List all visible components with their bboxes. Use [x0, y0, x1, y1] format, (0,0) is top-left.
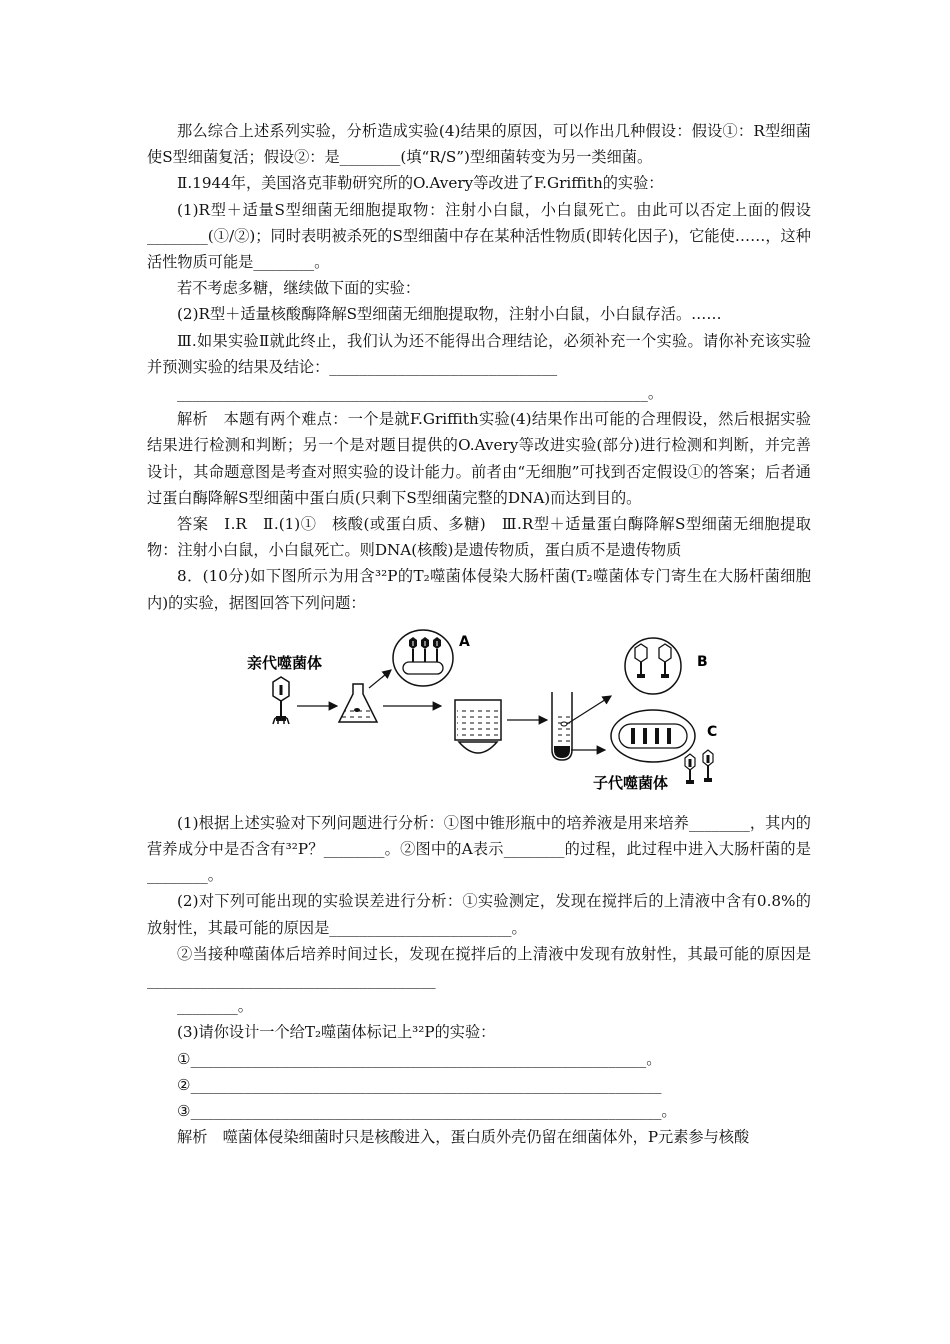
- arrow-to-a: [369, 670, 391, 688]
- beaker-icon: [455, 700, 501, 753]
- paragraph-question-8-3: (3)请你设计一个给T₂噬菌体标记上³²P的实验：: [177, 1023, 496, 1042]
- label-a: A: [459, 633, 470, 650]
- paragraph-question-8: 8．(10分)如下图所示为用含³²P的T₂噬菌体侵染大肠杆菌(T₂噬菌体专门寄生在大肠杆菌细胞内)的实验，据图回答下列问题：: [147, 567, 811, 612]
- paragraph-answer-7: 答案 Ⅰ.R Ⅱ.(1)① 核酸(或蛋白质、多糖) Ⅲ.R型＋适量蛋白酶降解S型细菌无细胞提取物：注射小白鼠，小白鼠死亡。则DNA(核酸)是遗传物质，蛋白质不是遗传物质: [147, 515, 811, 560]
- offspring-phage-label: 子代噬菌体: [593, 773, 669, 792]
- offspring-phage-icons: [685, 750, 713, 784]
- centrifuge-tube-icon: [552, 692, 572, 760]
- supernatant-circle-icon: [625, 638, 681, 694]
- label-b: B: [697, 653, 708, 670]
- paragraph-experiment-2: (2)R型＋适量核酸酶降解S型细菌无细胞提取物，注射小白鼠，小白鼠存活。……: [177, 305, 722, 324]
- parent-phage-label: 亲代噬菌体: [247, 653, 323, 672]
- paragraph-experiment-1: (1)R型＋适量S型细菌无细胞提取物：注射小白鼠，小白鼠死亡。由此可以否定上面的假设________(①/②)；同时表明被杀死的S型细菌中存在某种活性物质(即转化因子)，它能使……，这种活性物质可能是________。: [147, 200, 811, 272]
- paragraph-step-3: ③______________________________________________________________。: [177, 1102, 677, 1121]
- paragraph-question-8-2b: ②当接种噬菌体后培养时间过长，发现在搅拌后的上清液中发现有放射性，其最可能的原因是______________________________________: [147, 944, 811, 990]
- paragraph-step-2: ②______________________________________________________________: [177, 1075, 662, 1094]
- phage-diagram: [245, 618, 718, 802]
- arrow-to-b: [567, 696, 611, 724]
- parent-phage-icon: [273, 677, 289, 724]
- paragraph-blank-line: ______________________________________________________________。: [177, 384, 663, 403]
- paragraph-hypothesis: 那么综合上述系列实验，分析造成实验(4)结果的原因，可以作出几种假设：假设①：R型细菌使S型细菌复活；假设②：是________(填“R/S”)型细菌转变为另一类细菌。: [147, 122, 811, 167]
- paragraph-question-8-1: (1)根据上述实验对下列问题进行分析：①图中锥形瓶中的培养液是用来培养________，其内的营养成分中是否含有³²P？________。②图中的A表示________的过程，此过程中进入大肠杆菌的是________。: [147, 813, 811, 885]
- label-c: C: [707, 723, 718, 740]
- paragraph-supplement: Ⅲ.如果实验Ⅱ就此终止，我们认为还不能得出合理结论，必须补充一个实验。请你补充该实验并预测实验的结果及结论：______________________________: [147, 331, 811, 376]
- paragraph-no-polysaccharide: 若不考虑多糖，继续做下面的实验：: [177, 279, 420, 298]
- infection-circle-icon: [393, 630, 453, 686]
- paragraph-blank-short: ________。: [177, 997, 253, 1016]
- paragraph-avery-intro: Ⅱ.1944年，美国洛克菲勒研究所的O.Avery等改进了F.Griffith的实验：: [177, 174, 664, 193]
- document-page: [147, 118, 811, 1151]
- conical-flask-icon: [339, 684, 377, 722]
- phage-experiment-figure: [147, 618, 811, 802]
- paragraph-analysis-7: 解析 本题有两个难点：一个是就F.Griffith实验(4)结果作出可能的合理假设，然后根据实验结果进行检测和判断；另一个是对题目提供的O.Avery等改进实验(部分)进行检测和判断，并完善设计，其命题意图是考查对照实验的设计能力。前者由“无细胞”可找到否定假设①的答案；后者通过蛋白酶降解S型细菌中蛋白质(只剩下S型细菌完整的DNA)而达到目的。: [147, 410, 811, 507]
- precipitate-circle-icon: [611, 710, 695, 762]
- paragraph-analysis-8: 解析 噬菌体侵染细菌时只是核酸进入，蛋白质外壳仍留在细菌体外，P元素参与核酸: [177, 1128, 750, 1147]
- paragraph-step-1: ①____________________________________________________________。: [177, 1049, 662, 1068]
- paragraph-question-8-2: (2)对下列可能出现的实验误差进行分析：①实验测定，发现在搅拌后的上清液中含有0.8%的放射性，其最可能的原因是________________________。: [147, 892, 811, 937]
